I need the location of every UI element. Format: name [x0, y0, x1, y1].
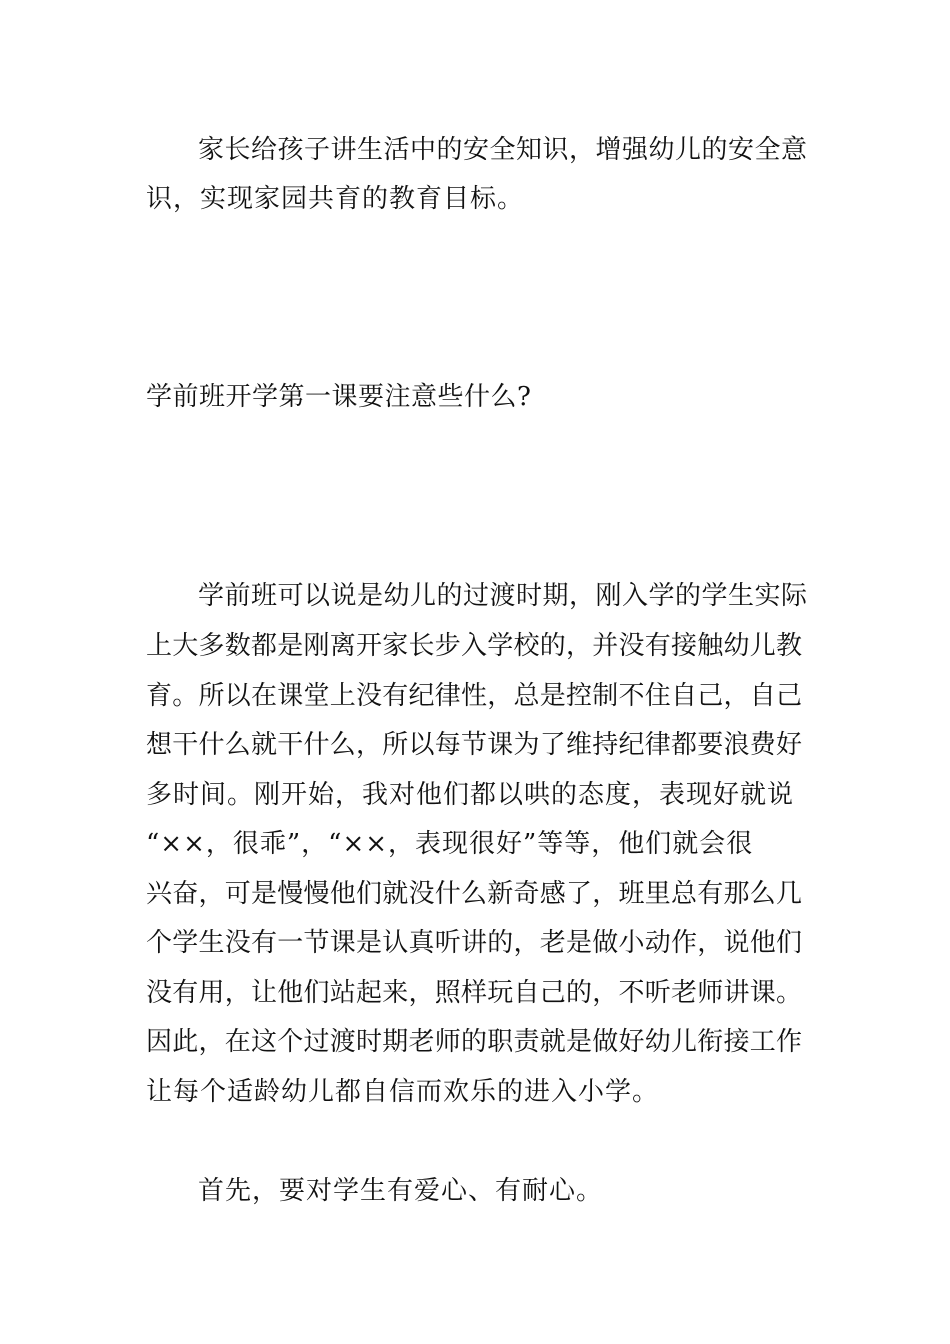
- paragraph-line: 想干什么就干什么，所以每节课为了维持纪律都要浪费好: [146, 730, 803, 760]
- paragraph-line: 上大多数都是刚离开家长步入学校的，并没有接触幼儿教: [146, 631, 803, 661]
- paragraph-line: 识，实现家园共育的教育目标。: [146, 184, 525, 214]
- paragraph-line: “××，很乖”，“××，表现很好”等等，他们就会很: [146, 829, 754, 859]
- paragraph-line: 育。所以在课堂上没有纪律性，总是控制不住自己，自己: [146, 681, 803, 711]
- paragraph-line: 因此，在这个过渡时期老师的职责就是做好幼儿衔接工作: [146, 1027, 803, 1057]
- paragraph-line: 多时间。刚开始，我对他们都以哄的态度，表现好就说: [146, 780, 795, 810]
- paragraph-line: 个学生没有一节课是认真听讲的，老是做小动作，说他们: [146, 928, 803, 958]
- paragraph-line: 学前班可以说是幼儿的过渡时期，刚入学的学生实际: [198, 581, 808, 611]
- paragraph-line: 首先，要对学生有爱心、有耐心。: [198, 1176, 604, 1206]
- paragraph-line: 家长给孩子讲生活中的安全知识，增强幼儿的安全意: [198, 135, 808, 165]
- paragraph-line: 兴奋，可是慢慢他们就没什么新奇感了，班里总有那么几: [146, 879, 803, 909]
- section-heading: 学前班开学第一课要注意些什么?: [146, 382, 532, 412]
- paragraph-line: 没有用，让他们站起来，照样玩自己的，不听老师讲课。: [146, 978, 803, 1008]
- paragraph-line: 让每个适龄幼儿都自信而欢乐的进入小学。: [146, 1077, 660, 1107]
